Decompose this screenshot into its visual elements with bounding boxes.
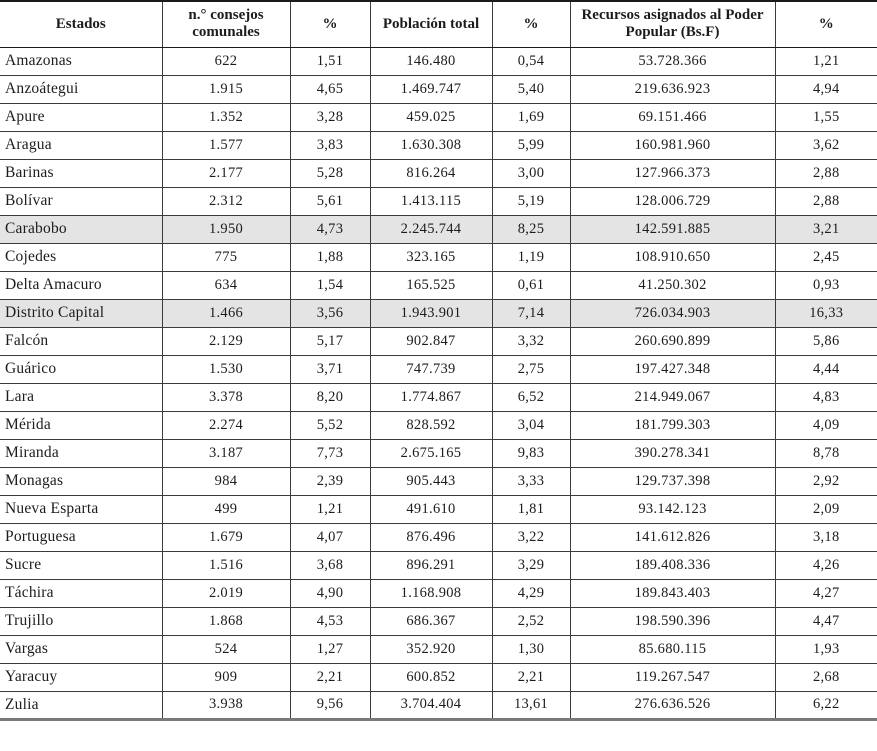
value-cell: 4,47 [775,607,877,635]
value-cell: 1.577 [162,131,290,159]
value-cell: 4,29 [492,579,570,607]
header-pct-consejos: % [290,1,370,47]
value-cell: 1,19 [492,243,570,271]
value-cell: 1.413.115 [370,187,492,215]
value-cell: 3,68 [290,551,370,579]
table-row [0,271,877,299]
value-cell: 7,73 [290,439,370,467]
value-cell: 189.843.403 [570,579,775,607]
value-cell: 3,21 [775,215,877,243]
value-cell: 3,71 [290,355,370,383]
table-row [0,607,877,635]
value-cell: 214.949.067 [570,383,775,411]
value-cell: 4,83 [775,383,877,411]
value-cell: 3.187 [162,439,290,467]
header-estados: Estados [0,1,162,47]
value-cell: 1,81 [492,495,570,523]
header-recursos-asignados: Recursos asignados al Poder Popular (Bs.F) [570,1,775,47]
table-body [0,47,877,719]
value-cell: 119.267.547 [570,663,775,691]
value-cell: 1.943.901 [370,299,492,327]
value-cell: 0,54 [492,47,570,75]
value-cell: 3,29 [492,551,570,579]
value-cell: 2,21 [492,663,570,691]
value-cell: 141.612.826 [570,523,775,551]
value-cell: 5,19 [492,187,570,215]
value-cell: 2,92 [775,467,877,495]
state-name-cell: Carabobo [0,215,162,243]
value-cell: 909 [162,663,290,691]
state-name-cell: Barinas [0,159,162,187]
value-cell: 828.592 [370,411,492,439]
value-cell: 896.291 [370,551,492,579]
value-cell: 2,52 [492,607,570,635]
value-cell: 5,17 [290,327,370,355]
value-cell: 128.006.729 [570,187,775,215]
value-cell: 3,00 [492,159,570,187]
value-cell: 6,52 [492,383,570,411]
value-cell: 3.378 [162,383,290,411]
value-cell: 2.312 [162,187,290,215]
table-row [0,47,877,75]
table-row [0,383,877,411]
value-cell: 4,73 [290,215,370,243]
value-cell: 524 [162,635,290,663]
table-row [0,215,877,243]
value-cell: 747.739 [370,355,492,383]
value-cell: 4,90 [290,579,370,607]
state-name-cell: Lara [0,383,162,411]
value-cell: 1.915 [162,75,290,103]
value-cell: 0,93 [775,271,877,299]
value-cell: 1,93 [775,635,877,663]
value-cell: 1.168.908 [370,579,492,607]
table-row [0,439,877,467]
state-name-cell: Delta Amacuro [0,271,162,299]
state-name-cell: Apure [0,103,162,131]
value-cell: 1.774.867 [370,383,492,411]
value-cell: 7,14 [492,299,570,327]
value-cell: 1,88 [290,243,370,271]
value-cell: 5,28 [290,159,370,187]
value-cell: 276.636.526 [570,691,775,719]
state-name-cell: Cojedes [0,243,162,271]
value-cell: 352.920 [370,635,492,663]
value-cell: 9,83 [492,439,570,467]
value-cell: 600.852 [370,663,492,691]
value-cell: 127.966.373 [570,159,775,187]
header-row [0,1,877,47]
value-cell: 4,07 [290,523,370,551]
value-cell: 53.728.366 [570,47,775,75]
table-row [0,635,877,663]
value-cell: 1.516 [162,551,290,579]
value-cell: 129.737.398 [570,467,775,495]
value-cell: 1,69 [492,103,570,131]
value-cell: 4,94 [775,75,877,103]
value-cell: 3,04 [492,411,570,439]
table-row [0,523,877,551]
value-cell: 13,61 [492,691,570,719]
value-cell: 1.469.747 [370,75,492,103]
value-cell: 69.151.466 [570,103,775,131]
value-cell: 2.019 [162,579,290,607]
state-name-cell: Sucre [0,551,162,579]
value-cell: 2,68 [775,663,877,691]
value-cell: 198.590.396 [570,607,775,635]
value-cell: 1.352 [162,103,290,131]
value-cell: 4,27 [775,579,877,607]
value-cell: 146.480 [370,47,492,75]
value-cell: 5,40 [492,75,570,103]
value-cell: 2.675.165 [370,439,492,467]
header-pct-recursos: % [775,1,877,47]
table-row [0,159,877,187]
table-row [0,103,877,131]
value-cell: 3,22 [492,523,570,551]
value-cell: 3,33 [492,467,570,495]
value-cell: 686.367 [370,607,492,635]
value-cell: 8,25 [492,215,570,243]
value-cell: 4,26 [775,551,877,579]
value-cell: 1,27 [290,635,370,663]
value-cell: 4,09 [775,411,877,439]
value-cell: 726.034.903 [570,299,775,327]
value-cell: 3,62 [775,131,877,159]
value-cell: 902.847 [370,327,492,355]
value-cell: 459.025 [370,103,492,131]
value-cell: 491.610 [370,495,492,523]
value-cell: 2.274 [162,411,290,439]
value-cell: 0,61 [492,271,570,299]
value-cell: 260.690.899 [570,327,775,355]
value-cell: 5,99 [492,131,570,159]
value-cell: 3.938 [162,691,290,719]
value-cell: 9,56 [290,691,370,719]
state-name-cell: Guárico [0,355,162,383]
value-cell: 622 [162,47,290,75]
header-consejos-comunales: n.° consejos comunales [162,1,290,47]
value-cell: 8,20 [290,383,370,411]
state-name-cell: Yaracuy [0,663,162,691]
value-cell: 189.408.336 [570,551,775,579]
value-cell: 323.165 [370,243,492,271]
value-cell: 1,55 [775,103,877,131]
value-cell: 1.868 [162,607,290,635]
value-cell: 2,09 [775,495,877,523]
value-cell: 85.680.115 [570,635,775,663]
value-cell: 2,75 [492,355,570,383]
value-cell: 2.129 [162,327,290,355]
value-cell: 181.799.303 [570,411,775,439]
table-row [0,551,877,579]
state-name-cell: Amazonas [0,47,162,75]
value-cell: 5,86 [775,327,877,355]
value-cell: 108.910.650 [570,243,775,271]
value-cell: 160.981.960 [570,131,775,159]
table-row [0,75,877,103]
value-cell: 1.466 [162,299,290,327]
state-name-cell: Portuguesa [0,523,162,551]
state-name-cell: Aragua [0,131,162,159]
value-cell: 3,32 [492,327,570,355]
value-cell: 3,56 [290,299,370,327]
header-pct-poblacion: % [492,1,570,47]
value-cell: 1,51 [290,47,370,75]
value-cell: 876.496 [370,523,492,551]
header-poblacion-total: Población total [370,1,492,47]
value-cell: 4,53 [290,607,370,635]
value-cell: 142.591.885 [570,215,775,243]
value-cell: 41.250.302 [570,271,775,299]
state-name-cell: Monagas [0,467,162,495]
table-row [0,299,877,327]
value-cell: 2,39 [290,467,370,495]
value-cell: 2,45 [775,243,877,271]
value-cell: 2.177 [162,159,290,187]
value-cell: 2,88 [775,187,877,215]
value-cell: 984 [162,467,290,495]
table-row [0,495,877,523]
value-cell: 2.245.744 [370,215,492,243]
value-cell: 1.679 [162,523,290,551]
value-cell: 6,22 [775,691,877,719]
state-name-cell: Trujillo [0,607,162,635]
value-cell: 8,78 [775,439,877,467]
table-row [0,691,877,719]
value-cell: 3.704.404 [370,691,492,719]
value-cell: 390.278.341 [570,439,775,467]
state-name-cell: Bolívar [0,187,162,215]
value-cell: 2,21 [290,663,370,691]
table-row [0,243,877,271]
table-row [0,467,877,495]
value-cell: 1,30 [492,635,570,663]
table-row [0,327,877,355]
value-cell: 634 [162,271,290,299]
table-row [0,663,877,691]
value-cell: 775 [162,243,290,271]
value-cell: 3,83 [290,131,370,159]
table-row [0,355,877,383]
table-header [0,1,877,47]
value-cell: 165.525 [370,271,492,299]
state-name-cell: Miranda [0,439,162,467]
state-name-cell: Anzoátegui [0,75,162,103]
table-row [0,131,877,159]
state-name-cell: Distrito Capital [0,299,162,327]
table-row [0,579,877,607]
value-cell: 3,18 [775,523,877,551]
value-cell: 499 [162,495,290,523]
value-cell: 197.427.348 [570,355,775,383]
value-cell: 1.950 [162,215,290,243]
value-cell: 5,52 [290,411,370,439]
value-cell: 4,44 [775,355,877,383]
state-name-cell: Mérida [0,411,162,439]
value-cell: 1,21 [290,495,370,523]
value-cell: 816.264 [370,159,492,187]
value-cell: 93.142.123 [570,495,775,523]
value-cell: 1,54 [290,271,370,299]
state-name-cell: Vargas [0,635,162,663]
table-row [0,187,877,215]
value-cell: 1.630.308 [370,131,492,159]
value-cell: 1,21 [775,47,877,75]
value-cell: 219.636.923 [570,75,775,103]
value-cell: 2,88 [775,159,877,187]
state-name-cell: Zulia [0,691,162,719]
value-cell: 4,65 [290,75,370,103]
table-row [0,411,877,439]
value-cell: 905.443 [370,467,492,495]
state-name-cell: Falcón [0,327,162,355]
state-name-cell: Nueva Esparta [0,495,162,523]
value-cell: 16,33 [775,299,877,327]
state-name-cell: Táchira [0,579,162,607]
value-cell: 3,28 [290,103,370,131]
value-cell: 1.530 [162,355,290,383]
value-cell: 5,61 [290,187,370,215]
